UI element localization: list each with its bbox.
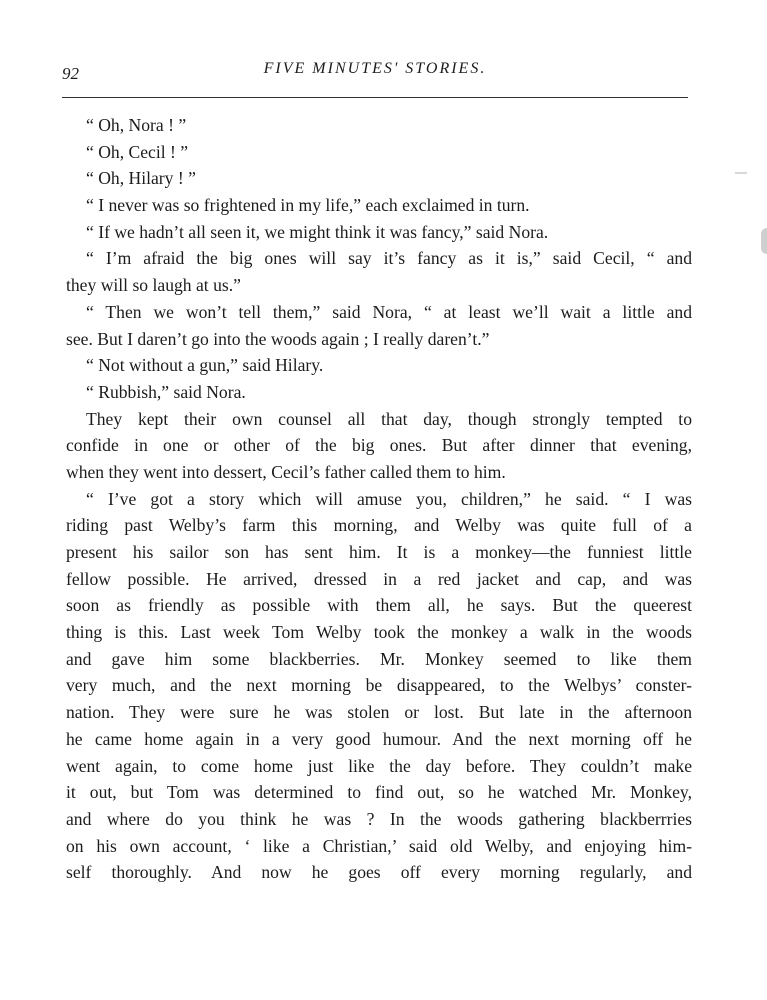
text-line: “ Then we won’t tell them,” said Nora, “ at least we’ll wait a little and [86,301,692,322]
text-line: “ Rubbish,” said Nora. [86,381,246,402]
text-line: “ Oh, Cecil ! ” [86,141,189,162]
text-line: thing is this. Last week Tom Welby took the monkey a walk in the woods [66,622,692,643]
text-line: self thoroughly. And now he goes off every morning regularly, and [66,862,692,883]
text-line: “ Oh, Hilary ! ” [86,168,196,189]
page-number: 92 [62,64,79,83]
page-header [62,60,688,94]
text-line: nation. They were sure he was stolen or lost. But late in the afternoon [66,702,692,723]
text-line: “ I’ve got a story which will amuse you, children,” he said. “ I was [86,488,692,509]
page-edge-mark [761,228,767,254]
text-line: present his sailor son has sent him. It is a monkey—the funniest little [66,542,692,562]
body-text [66,112,692,886]
text-line: it out, but Tom was determined to find out, so he watched Mr. Monkey, [66,782,692,803]
text-line: “ Not without a gun,” said Hilary. [86,355,324,376]
running-title: FIVE MINUTES' STORIES. [263,60,487,77]
text-line: see. But I daren’t go into the woods again ; I really daren’t.” [66,328,490,349]
text-line: went again, to come home just like the day before. They couldn’t make [66,755,692,776]
text-line: “ I’m afraid the big ones will say it’s fancy as it is,” said Cecil, “ and [86,248,692,269]
text-line: when they went into dessert, Cecil’s father called them to him. [66,461,506,482]
text-line: very much, and the next morning be disappeared, to the Welbys’ conster- [66,675,692,696]
text-line: “ I never was so frightened in my life,” each exclaimed in turn. [86,195,530,216]
text-line: “ If we hadn’t all seen it, we might think it was fancy,” said Nora. [86,221,549,242]
text-line: fellow possible. He arrived, dressed in a red jacket and cap, and was [66,568,692,589]
paper-speck [735,172,747,174]
text-line: riding past Welby’s farm this morning, and Welby was quite full of a [66,515,692,536]
text-line: and gave him some blackberries. Mr. Monkey seemed to like them [66,648,692,669]
text-line: confide in one or other of the big ones. But after dinner that evening, [66,435,692,456]
header-rule [62,97,688,98]
text-line: “ Oh, Nora ! ” [86,115,187,135]
text-line: on his own account, ‘ like a Christian,’ said old Welby, and enjoying him- [66,835,692,856]
text-line: they will so laugh at us.” [66,275,241,296]
text-line: They kept their own counsel all that day, though strongly tempted to [86,408,692,429]
text-line: soon as friendly as possible with them all, he says. But the queerest [66,595,692,616]
text-line: he came home again in a very good humour. And the next morning off he [66,728,692,749]
text-line: and where do you think he was ? In the woods gathering blackberrries [66,808,692,829]
